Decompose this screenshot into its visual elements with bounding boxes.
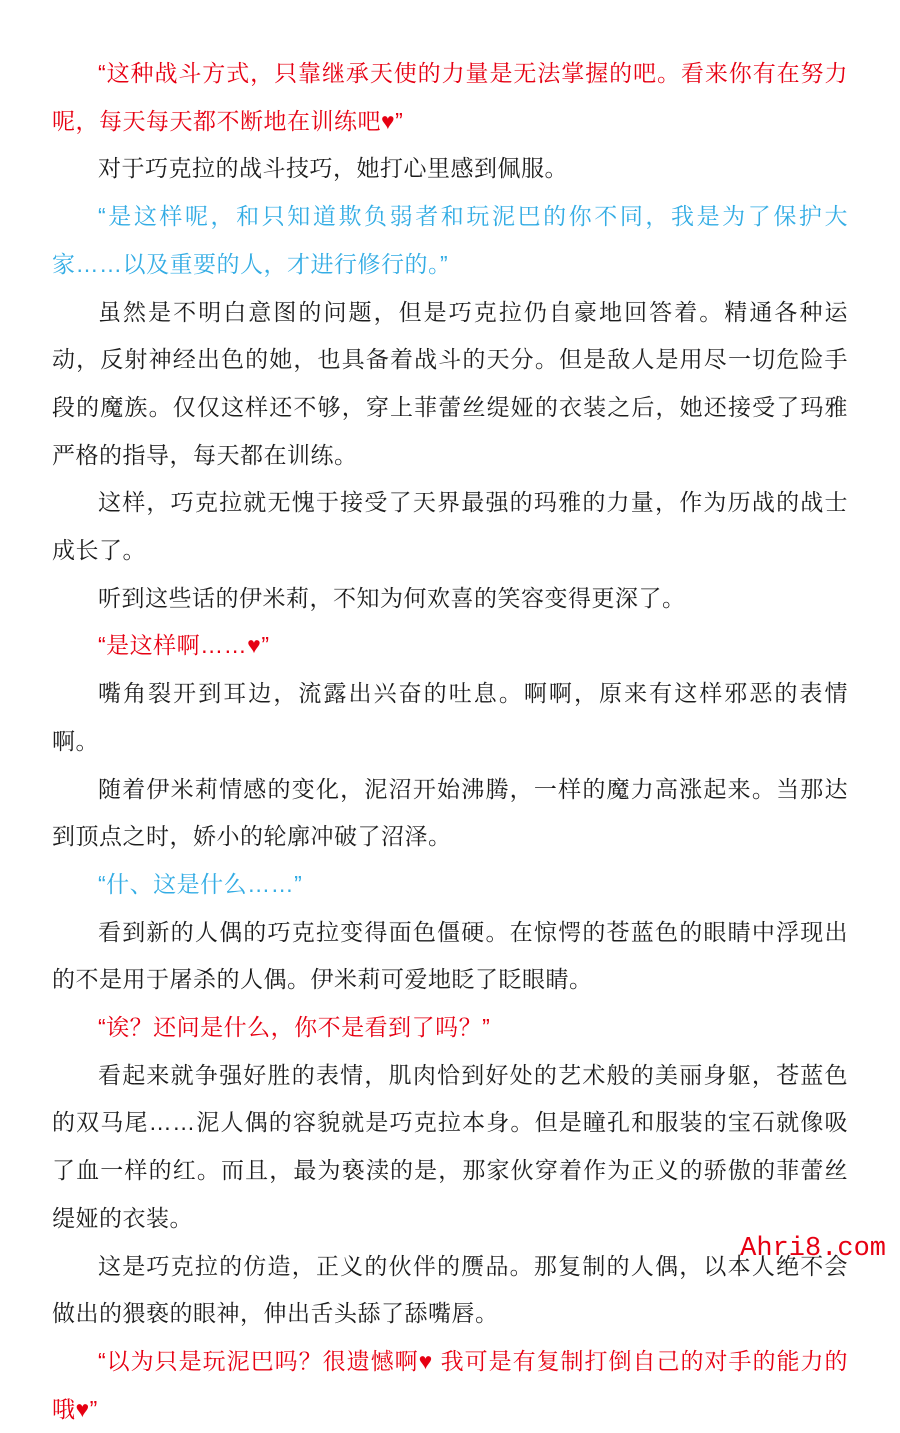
dialogue-paragraph: “是这样啊……♥” [98, 632, 270, 659]
site-watermark: Ahri8.com [740, 1234, 886, 1264]
narration-paragraph: 看到新的人偶的巧克拉变得面色僵硬。在惊愕的苍蓝色的眼睛中浮现出的不是用于屠杀的人偶。伊米莉可爱地眨了眨眼睛。 [52, 918, 848, 993]
narration-paragraph: 听到这些话的伊米莉，不知为何欢喜的笑容变得更深了。 [98, 584, 686, 611]
narration-paragraph: 嘴角裂开到耳边，流露出兴奋的吐息。啊啊，原来有这样邪恶的表情啊。 [52, 680, 848, 754]
narration-paragraph: 虽然是不明白意图的问题，但是巧克拉仍自豪地回答着。精通各种运动，反射神经出色的她，也具备着战斗的天分。但是敌人是用尽一切危险手段的魔族。仅仅这样还不够，穿上菲蕾丝缇娅的衣装之后，她还接受了玛雅严格的指导，每天都在训练。 [52, 298, 848, 468]
dialogue-paragraph: “诶？还问是什么，你不是看到了吗？” [98, 1014, 491, 1041]
narration-paragraph: 这是巧克拉的仿造，正义的伙伴的赝品。那复制的人偶，以本人绝不会做出的猥亵的眼神，伸出舌头舔了舔嘴唇。 [52, 1252, 848, 1327]
narration-paragraph: 对于巧克拉的战斗技巧，她打心里感到佩服。 [98, 155, 568, 182]
narration-paragraph: 看起来就争强好胜的表情，肌肉恰到好处的艺术般的美丽身躯，苍蓝色的双马尾……泥人偶的容貌就是巧克拉本身。但是瞳孔和服装的宝石就像吸了血一样的红。而且，最为亵渎的是，那家伙穿着作为正义的骄傲的菲蕾丝缇娅的衣装。 [52, 1061, 848, 1231]
dialogue-paragraph: “什、这是什么……” [98, 870, 303, 897]
narration-paragraph: 随着伊米莉情感的变化，泥沼开始沸腾，一样的魔力高涨起来。当那达到顶点之时，娇小的轮廓冲破了沼泽。 [52, 775, 848, 850]
narration-paragraph: 这样，巧克拉就无愧于接受了天界最强的玛雅的力量，作为历战的战士成长了。 [52, 489, 848, 564]
dialogue-paragraph: “以为只是玩泥巴吗？很遗憾啊♥ 我可是有复制打倒自己的对手的能力的哦♥” [52, 1347, 848, 1422]
dialogue-paragraph: “是这样呢，和只知道欺负弱者和玩泥巴的你不同，我是为了保护大家……以及重要的人，才进行修行的。” [52, 203, 848, 277]
dialogue-paragraph: “这种战斗方式，只靠继承天使的力量是无法掌握的吧。看来你有在努力呢，每天每天都不断地在训练吧♥” [52, 60, 848, 134]
